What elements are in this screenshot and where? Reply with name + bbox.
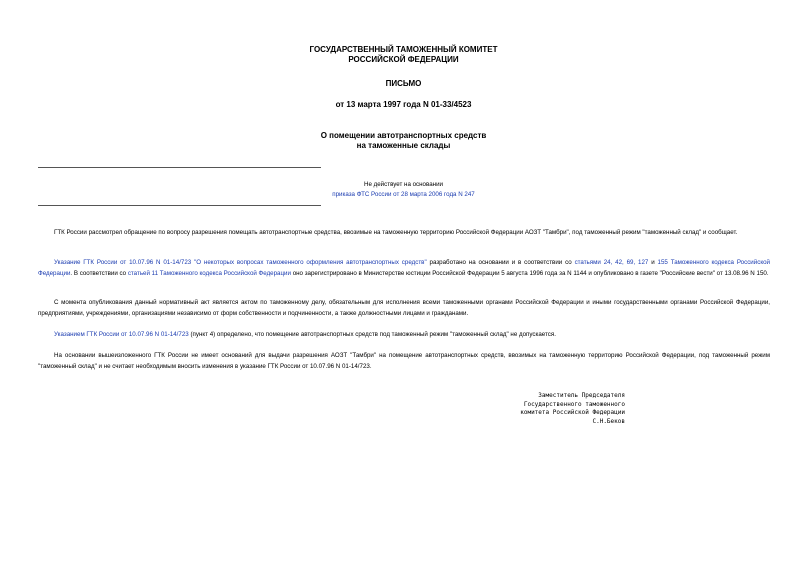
paragraph-3 — [38, 298, 770, 319]
status-line — [0, 190, 807, 200]
paragraph-2-text1: разработано на основании и в соответствии со — [426, 259, 575, 266]
status-text: Не действует на основании — [364, 181, 443, 188]
subject-line1: О помещении автотранспортных средств — [320, 131, 487, 140]
paragraph-3-text: С момента опубликования данный нормативный акт является актом по таможенному делу, обязательным для исполнения всеми таможенными органами Российской Федерации и иными государственными органами Российской Федерации, предприятиями, учреждениями, организациями независимо от форм собственности и подчиненности, а также должностными лицами и гражданами. — [38, 299, 770, 317]
signature-line3: комитета Российской Федерации — [520, 409, 625, 417]
signature-name: С.Н.Беков — [592, 417, 625, 425]
paragraph-1 — [38, 228, 770, 239]
paragraph-2-text3: . В соответствии со — [70, 269, 128, 277]
org-name-line2: РОССИЙСКОЙ ФЕДЕРАЦИИ — [348, 55, 459, 64]
paragraph-4 — [38, 330, 770, 341]
paragraph-2-text4: оно зарегистрировано в Министерстве юстиции Российской Федерации 5 августа 1996 года за N 1144 и опубликовано в газете "Российские вести" от 13.08.96 N 150. — [290, 269, 769, 277]
paragraph-5 — [38, 351, 770, 372]
link-ukazanie-p4[interactable]: Указанием ГТК России от 10.07.96 N 01-14/723 — [54, 331, 189, 338]
signature-line2: Государственного таможенного — [523, 400, 625, 408]
paragraph-2-text2: и — [648, 259, 658, 266]
paragraph-1-text: ГТК России рассмотрел обращение по вопросу разрешения помещать автотранспортные средства, ввозимые на таможенную территорию Российской Федерации АОЗТ "Тамбри", под таможенный режим "таможенный склад" и сообщает. — [54, 229, 738, 236]
divider-top — [38, 167, 321, 168]
subject-line2: на таможенные склады — [356, 141, 451, 150]
link-article-155[interactable]: 155 Таможенного кодекса Российской Федерации — [38, 259, 770, 277]
signature-block — [460, 392, 625, 426]
link-articles[interactable]: статьями 24, 42, 69, 127 — [574, 259, 649, 266]
link-article-11[interactable]: статьей 11 Таможенного кодекса Российской Федерации — [127, 269, 291, 277]
divider-bottom — [38, 205, 321, 206]
doc-date: от 13 марта 1997 года N 01-33/4523 — [335, 100, 472, 109]
paragraph-4-text: (пункт 4) определено, что помещение автотранспортных средств под таможенный режим "таможенный склад" не допускается. — [188, 331, 556, 338]
doc-type: ПИСЬМО — [385, 79, 422, 88]
org-name-line1: ГОСУДАРСТВЕННЫЙ ТАМОЖЕННЫЙ КОМИТЕТ — [309, 45, 498, 54]
signature-line1: Заместитель Председателя — [538, 392, 625, 399]
status-link[interactable]: приказа ФТС России от 28 марта 2006 года N 247 — [332, 191, 475, 198]
paragraph-2 — [38, 258, 770, 279]
link-ukazanie[interactable]: Указание ГТК России от 10.07.96 N 01-14/723 "О некоторых вопросах таможенного оформления автотранспортных средств" — [54, 259, 427, 266]
paragraph-5-text: На основании вышеизложенного ГТК России не имеет оснований для выдачи разрешения АОЗТ "Тамбри" на помещение автотранспортных средств, ввозимых на таможенную территорию Российской Федерации, под таможенный режим "таможенный склад" и не считает необходимым вносить изменения в указание ГТК России от 10.07.96 N 01-14/723. — [38, 352, 770, 370]
